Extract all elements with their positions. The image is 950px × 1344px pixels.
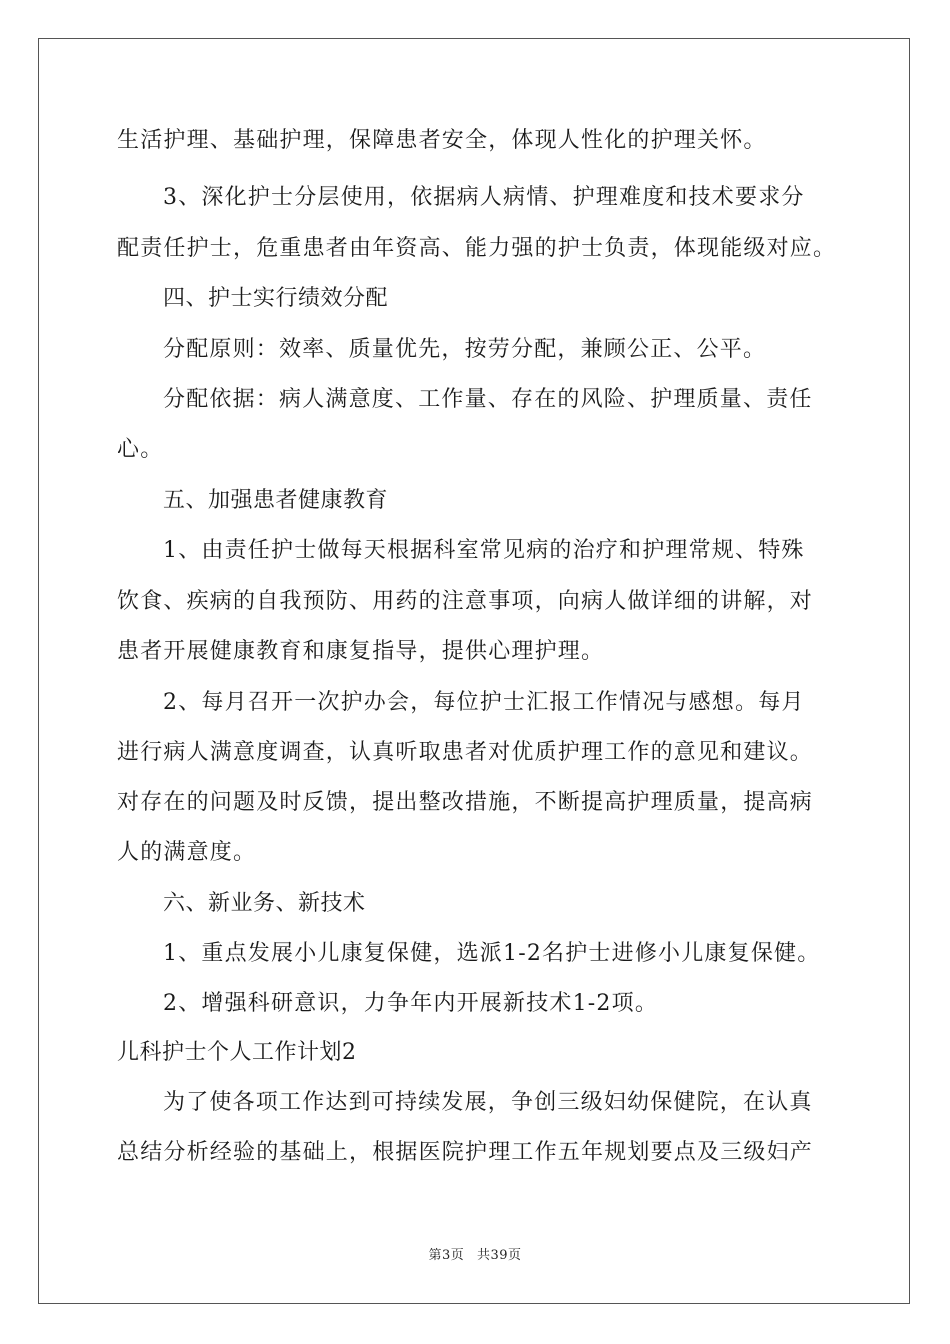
page-footer — [0, 1244, 950, 1263]
text-line: 生活护理、基础护理，保障患者安全，体现人性化的护理关怀。 — [117, 128, 767, 153]
section-heading: 六、新业务、新技术 — [163, 891, 366, 916]
text-line: 饮食、疾病的自我预防、用药的注意事项，向病人做详细的讲解，对 — [117, 589, 814, 614]
text-line: 2、增强科研意识，力争年内开展新技术1-2项。 — [163, 991, 659, 1016]
text-line: 心。 — [117, 437, 164, 462]
text-line: 分配依据：病人满意度、工作量、存在的风险、护理质量、责任 — [163, 387, 813, 412]
text-line: 配责任护士，危重患者由年资高、能力强的护士负责，体现能级对应。 — [117, 236, 837, 261]
page-total: 共39页 — [476, 1248, 522, 1263]
text-line: 患者开展健康教育和康复指导，提供心理护理。 — [117, 639, 605, 664]
text-line: 分配原则：效率、质量优先，按劳分配，兼顾公正、公平。 — [163, 337, 767, 362]
text-line: 人的满意度。 — [117, 840, 257, 865]
document-title: 儿科护士个人工作计划2 — [117, 1040, 357, 1065]
text-line: 为了使各项工作达到可持续发展，争创三级妇幼保健院，在认真 — [163, 1090, 813, 1115]
text-line: 2、每月召开一次护办会，每位护士汇报工作情况与感想。每月 — [163, 690, 805, 715]
text-line: 对存在的问题及时反馈，提出整改措施，不断提高护理质量，提高病 — [117, 790, 814, 815]
section-heading: 四、护士实行绩效分配 — [163, 286, 389, 311]
text-line: 3、深化护士分层使用，依据病人病情、护理难度和技术要求分 — [163, 185, 805, 210]
text-line: 进行病人满意度调查，认真听取患者对优质护理工作的意见和建议。 — [117, 740, 814, 765]
section-heading: 五、加强患者健康教育 — [163, 488, 389, 513]
page-number: 第3页 — [428, 1248, 465, 1263]
text-line: 1、重点发展小儿康复保健，选派1-2名护士进修小儿康复保健。 — [163, 941, 821, 966]
text-line: 总结分析经验的基础上，根据医院护理工作五年规划要点及三级妇产 — [117, 1140, 814, 1165]
text-line: 1、由责任护士做每天根据科室常见病的治疗和护理常规、特殊 — [163, 538, 805, 563]
